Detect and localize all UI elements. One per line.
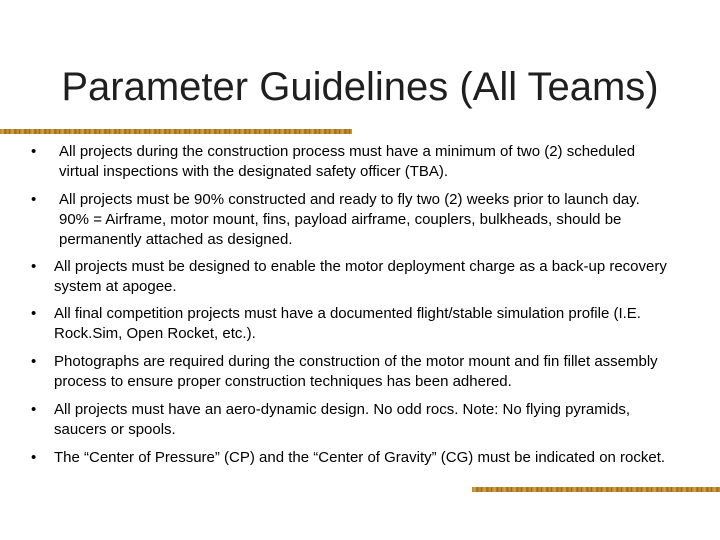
bullet-item: All final competition projects must have a documented flight/stable simulation profile (I.E. Rock.Sim, Open Rocket, etc.). (54, 305, 641, 342)
bullet-item: All projects during the construction process must have a minimum of two (2) scheduled virtual inspections with the designated safety officer (TBA). (59, 143, 636, 180)
bottom-divider (472, 487, 720, 492)
slide-title: Parameter Guidelines (All Teams) (61, 65, 659, 109)
top-divider (0, 129, 352, 134)
bullet-marker: • (31, 401, 37, 418)
bullet-item: All projects must be designed to enable the motor deployment charge as a back-up recovery system at apogee. (54, 258, 667, 295)
bullet-marker: • (31, 353, 37, 370)
bullet-item: All projects must have an aero-dynamic design. No odd rocs. Note: No flying pyramids, saucers or spools. (54, 401, 631, 438)
bullet-marker: • (31, 191, 37, 208)
bullet-marker: • (31, 143, 37, 160)
bullet-marker: • (31, 449, 37, 466)
bullet-item: All projects must be 90% constructed and ready to fly two (2) weeks prior to launch day. 90% = Airframe, motor mount, fins, payload airframe, couplers, bulkheads, should be permanently attached as designed. (59, 191, 640, 248)
bullet-marker: • (31, 258, 37, 275)
bullet-marker: • (31, 305, 37, 322)
bullet-item: The “Center of Pressure” (CP) and the “Center of Gravity” (CG) must be indicated on rocket. (54, 449, 666, 466)
bullet-item: Photographs are required during the construction of the motor mount and fin fillet assembly process to ensure proper construction techniques has been adhered. (54, 353, 658, 390)
